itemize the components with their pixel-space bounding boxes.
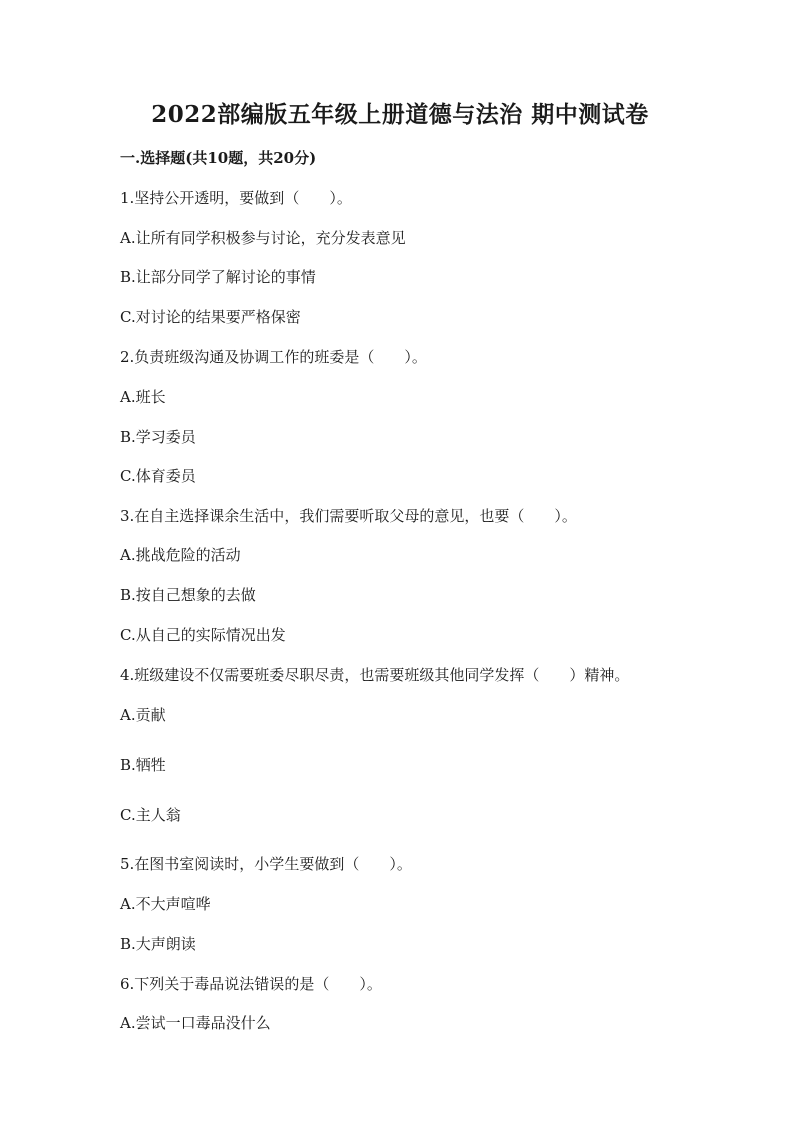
exam-title: 2022部编版五年级上册道德与法治 期中测试卷 bbox=[151, 101, 649, 128]
question-3-option-a: A.挑战危险的活动 bbox=[120, 546, 241, 564]
question-4-option-b: B.牺牲 bbox=[120, 756, 166, 774]
question-4-option-c: C.主人翁 bbox=[120, 806, 181, 824]
question-5-option-b: B.大声朗读 bbox=[120, 935, 196, 953]
question-1-option-c: C.对讨论的结果要严格保密 bbox=[120, 308, 301, 326]
question-6-stem: 6.下列关于毒品说法错误的是（ ）。 bbox=[120, 975, 382, 993]
question-2-stem: 2.负责班级沟通及协调工作的班委是（ ）。 bbox=[120, 348, 427, 366]
question-1-option-b: B.让部分同学了解讨论的事情 bbox=[120, 268, 316, 286]
question-6-option-a: A.尝试一口毒品没什么 bbox=[120, 1014, 271, 1032]
question-4-option-a: A.贡献 bbox=[120, 706, 166, 724]
question-3-stem: 3.在自主选择课余生活中，我们需要听取父母的意见，也要（ ）。 bbox=[120, 507, 577, 525]
question-2-option-a: A.班长 bbox=[120, 388, 166, 406]
question-3-option-b: B.按自己想象的去做 bbox=[120, 586, 256, 604]
question-1-option-a: A.让所有同学积极参与讨论，充分发表意见 bbox=[120, 229, 406, 247]
question-1-stem: 1.坚持公开透明，要做到（ ）。 bbox=[120, 189, 352, 207]
section-heading: 一.选择题(共10题，共20分) bbox=[120, 149, 317, 167]
question-2-option-b: B.学习委员 bbox=[120, 428, 196, 446]
question-2-option-c: C.体育委员 bbox=[120, 467, 196, 485]
question-4-stem: 4.班级建设不仅需要班委尽职尽责，也需要班级其他同学发挥（ ）精神。 bbox=[120, 666, 630, 684]
question-3-option-c: C.从自己的实际情况出发 bbox=[120, 626, 286, 644]
question-5-option-a: A.不大声喧哗 bbox=[120, 895, 211, 913]
question-5-stem: 5.在图书室阅读时，小学生要做到（ ）。 bbox=[120, 855, 412, 873]
